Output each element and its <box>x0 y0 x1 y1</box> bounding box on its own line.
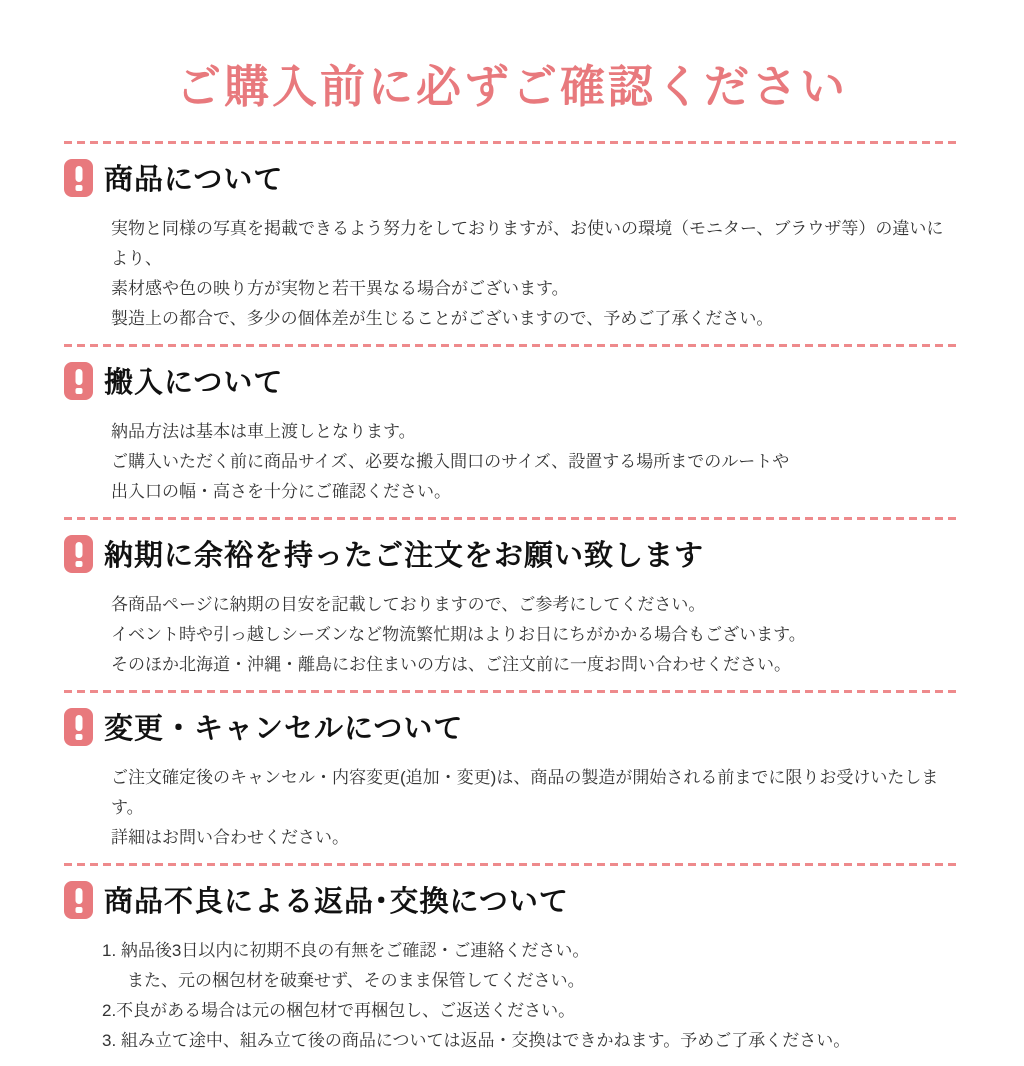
section-body <box>111 763 960 853</box>
section-heading: 搬入について <box>104 367 284 399</box>
exclamation-icon <box>64 708 93 746</box>
exclamation-icon <box>64 881 93 919</box>
body-line: ご購入いただく前に商品サイズ、必要な搬入間口のサイズ、設置する場所までのルートや <box>111 452 790 471</box>
section-returns <box>64 866 960 1066</box>
body-line: ご注文確定後のキャンセル・内容変更(追加・変更)は、商品の製造が開始される前までに限りお受けいたします。 <box>111 768 939 817</box>
section-body <box>111 417 960 507</box>
exclamation-icon <box>64 535 93 573</box>
body-line: そのほか北海道・沖縄・離島にお住まいの方は、ご注文前に一度お問い合わせください。 <box>111 655 791 674</box>
body-line: 素材感や色の映り方が実物と若干異なる場合がございます。 <box>111 279 569 298</box>
section-heading: 変更・キャンセルについて <box>104 713 464 745</box>
body-line: 1. 納品後3日以内に初期不良の有無をご確認・ご連絡ください。 <box>102 941 590 960</box>
body-line: 出入口の幅・高さを十分にご確認ください。 <box>111 482 451 501</box>
section-body <box>111 214 960 334</box>
exclamation-icon <box>64 362 93 400</box>
section-header <box>64 706 960 747</box>
section-header <box>64 879 960 920</box>
section-heading: 納期に余裕を持ったご注文をお願い致します <box>104 540 705 572</box>
section-heading: 商品について <box>104 164 284 196</box>
section-body <box>102 936 960 1056</box>
body-line: 2.不良がある場合は元の梱包材で再梱包し、ご返送ください。 <box>102 1001 576 1020</box>
section-cancellation <box>64 693 960 863</box>
section-heading: 商品不良による返品･交換について <box>104 886 569 918</box>
body-line: 製造上の都合で、多少の個体差が生じることがございますので、予めご了承ください。 <box>111 309 774 328</box>
section-body <box>111 590 960 680</box>
body-line: また、元の梱包材を破棄せず、そのまま保管してください。 <box>127 971 585 990</box>
body-line: イベント時や引っ越しシーズンなど物流繁忙期はよりお日にちがかかる場合もございます。 <box>111 625 806 644</box>
body-line: 実物と同様の写真を掲載できるよう努力をしておりますが、お使いの環境（モニター、ブラウザ等）の違いにより、 <box>111 219 944 268</box>
section-header <box>64 360 960 401</box>
section-product <box>64 144 960 344</box>
section-header <box>64 533 960 574</box>
body-line: 3. 組み立て途中、組み立て後の商品については返品・交換はできかねます。予めご了承ください。 <box>102 1031 851 1050</box>
page-title: ご購入前に必ずご確認ください <box>175 61 848 112</box>
body-line: 納品方法は基本は車上渡しとなります。 <box>111 422 416 441</box>
section-delivery <box>64 347 960 517</box>
body-line: 詳細はお問い合わせください。 <box>111 828 349 847</box>
section-header <box>64 157 960 198</box>
body-line: 各商品ページに納期の目安を記載しておりますので、ご参考にしてください。 <box>111 595 706 614</box>
section-lead-time <box>64 520 960 690</box>
exclamation-icon <box>64 159 93 197</box>
